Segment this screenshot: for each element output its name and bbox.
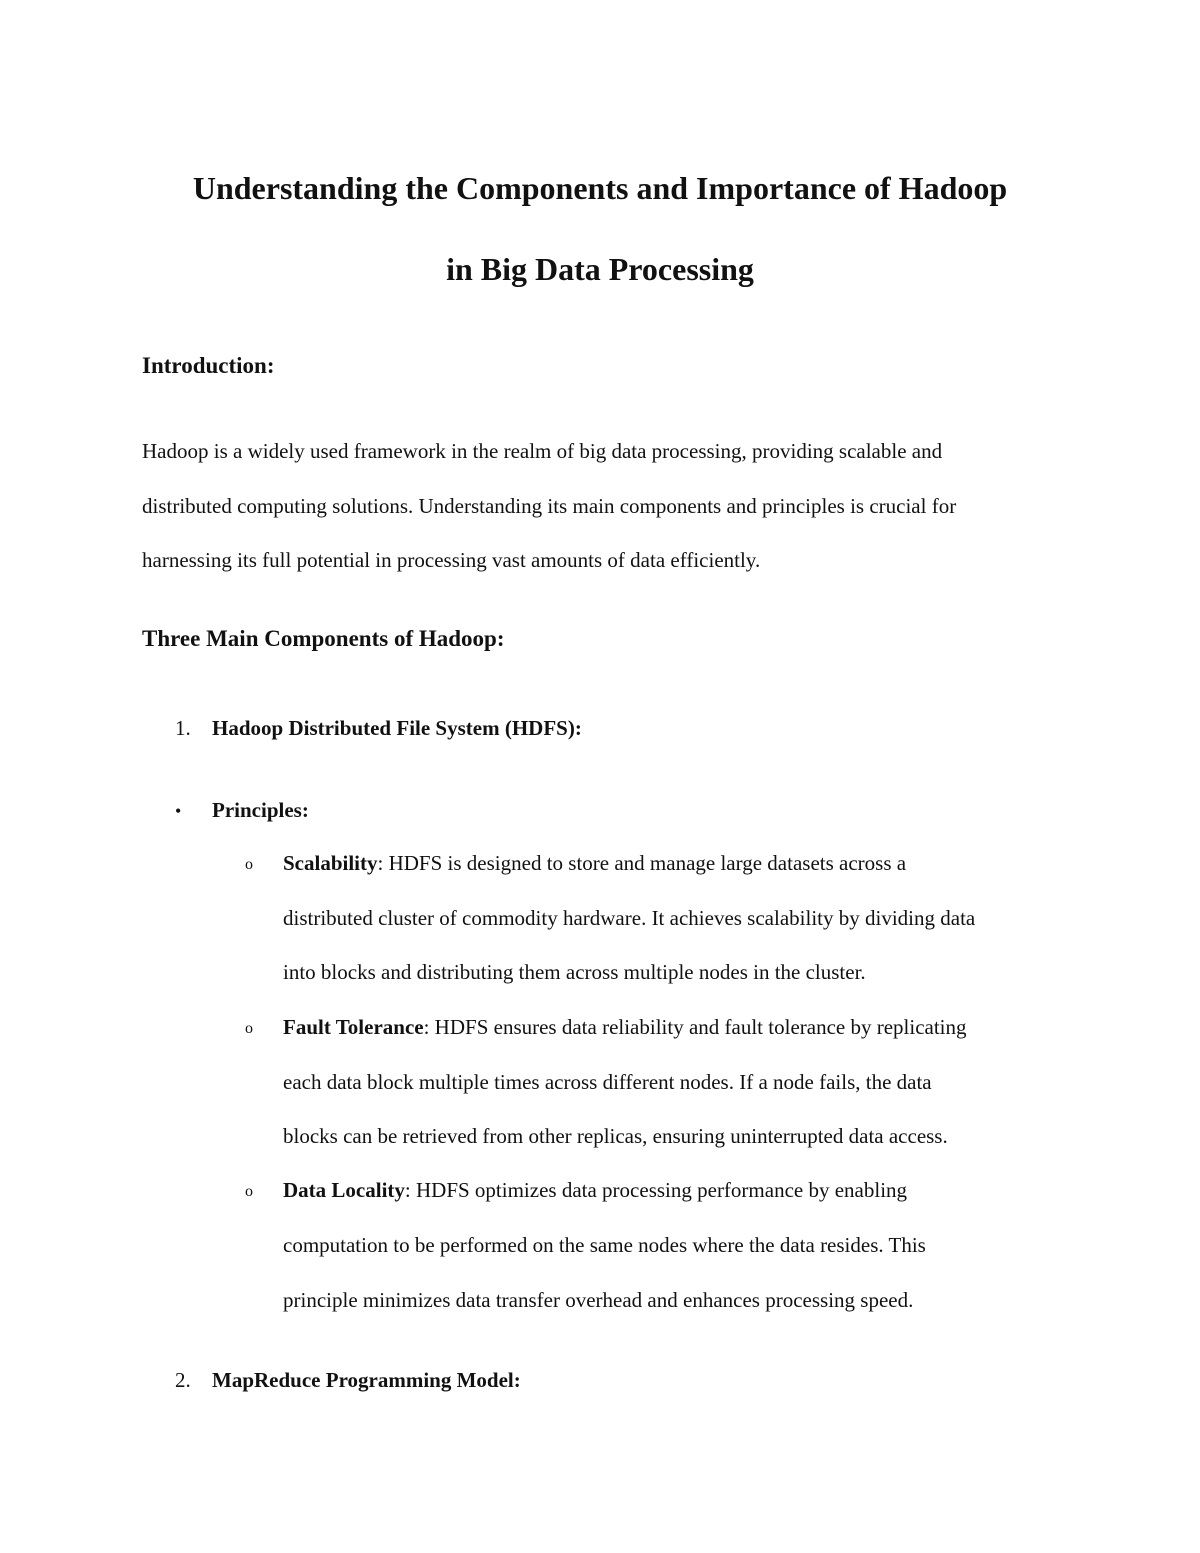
sub-item-first-line: [283, 850, 906, 877]
sub-item-first-line: [283, 1177, 907, 1204]
sub-item-line: into blocks and distributing them across multiple nodes in the cluster.: [283, 960, 866, 984]
sub-item-first-line: [283, 1014, 967, 1041]
intro-paragraph-line: distributed computing solutions. Understanding its main components and principles is crucial for: [142, 494, 957, 518]
sub-item-line: distributed cluster of commodity hardware. It achieves scalability by dividing data: [283, 906, 976, 930]
intro-paragraph-line: harnessing its full potential in processing vast amounts of data efficiently.: [142, 548, 761, 572]
sub-item-line: each data block multiple times across different nodes. If a node fails, the data: [283, 1070, 932, 1094]
numbered-item-mapreduce: [175, 1367, 521, 1394]
sub-item-line: computation to be performed on the same nodes where the data resides. This: [283, 1233, 926, 1257]
sub-bullet-icon: o: [245, 1020, 253, 1037]
document-title-line-1: Understanding the Components and Importance of Hadoop: [192, 170, 1008, 206]
sub-item-text: : HDFS ensures data reliability and fault tolerance by replicating: [423, 1015, 967, 1039]
bullet-item-principles: [175, 797, 309, 825]
sub-bullet-icon: o: [245, 1183, 253, 1200]
numbered-item-hdfs: [175, 715, 582, 742]
sub-item-term: Data Locality: [283, 1178, 405, 1202]
sub-item-line: principle minimizes data transfer overhead and enhances processing speed.: [283, 1288, 914, 1312]
list-number: 2.: [175, 1368, 191, 1392]
bullet-item-label: Principles:: [212, 798, 309, 822]
sub-item-term: Fault Tolerance: [283, 1015, 424, 1039]
document-title-line-2: in Big Data Processing: [446, 251, 754, 287]
sub-item-line: blocks can be retrieved from other replicas, ensuring uninterrupted data access.: [283, 1124, 948, 1148]
introduction-heading: Introduction:: [142, 353, 275, 378]
list-number: 1.: [175, 716, 191, 740]
numbered-item-label: MapReduce Programming Model:: [212, 1368, 521, 1392]
bullet-icon: •: [175, 801, 182, 821]
sub-bullet-icon: o: [245, 856, 253, 873]
sub-item-text: : HDFS optimizes data processing performance by enabling: [404, 1178, 908, 1202]
numbered-item-label: Hadoop Distributed File System (HDFS):: [212, 716, 582, 740]
intro-paragraph-line: Hadoop is a widely used framework in the realm of big data processing, providing scalable and: [142, 439, 943, 463]
sub-item-term: Scalability: [283, 851, 378, 875]
components-heading: Three Main Components of Hadoop:: [142, 626, 505, 651]
sub-item-text: : HDFS is designed to store and manage large datasets across a: [377, 851, 907, 875]
